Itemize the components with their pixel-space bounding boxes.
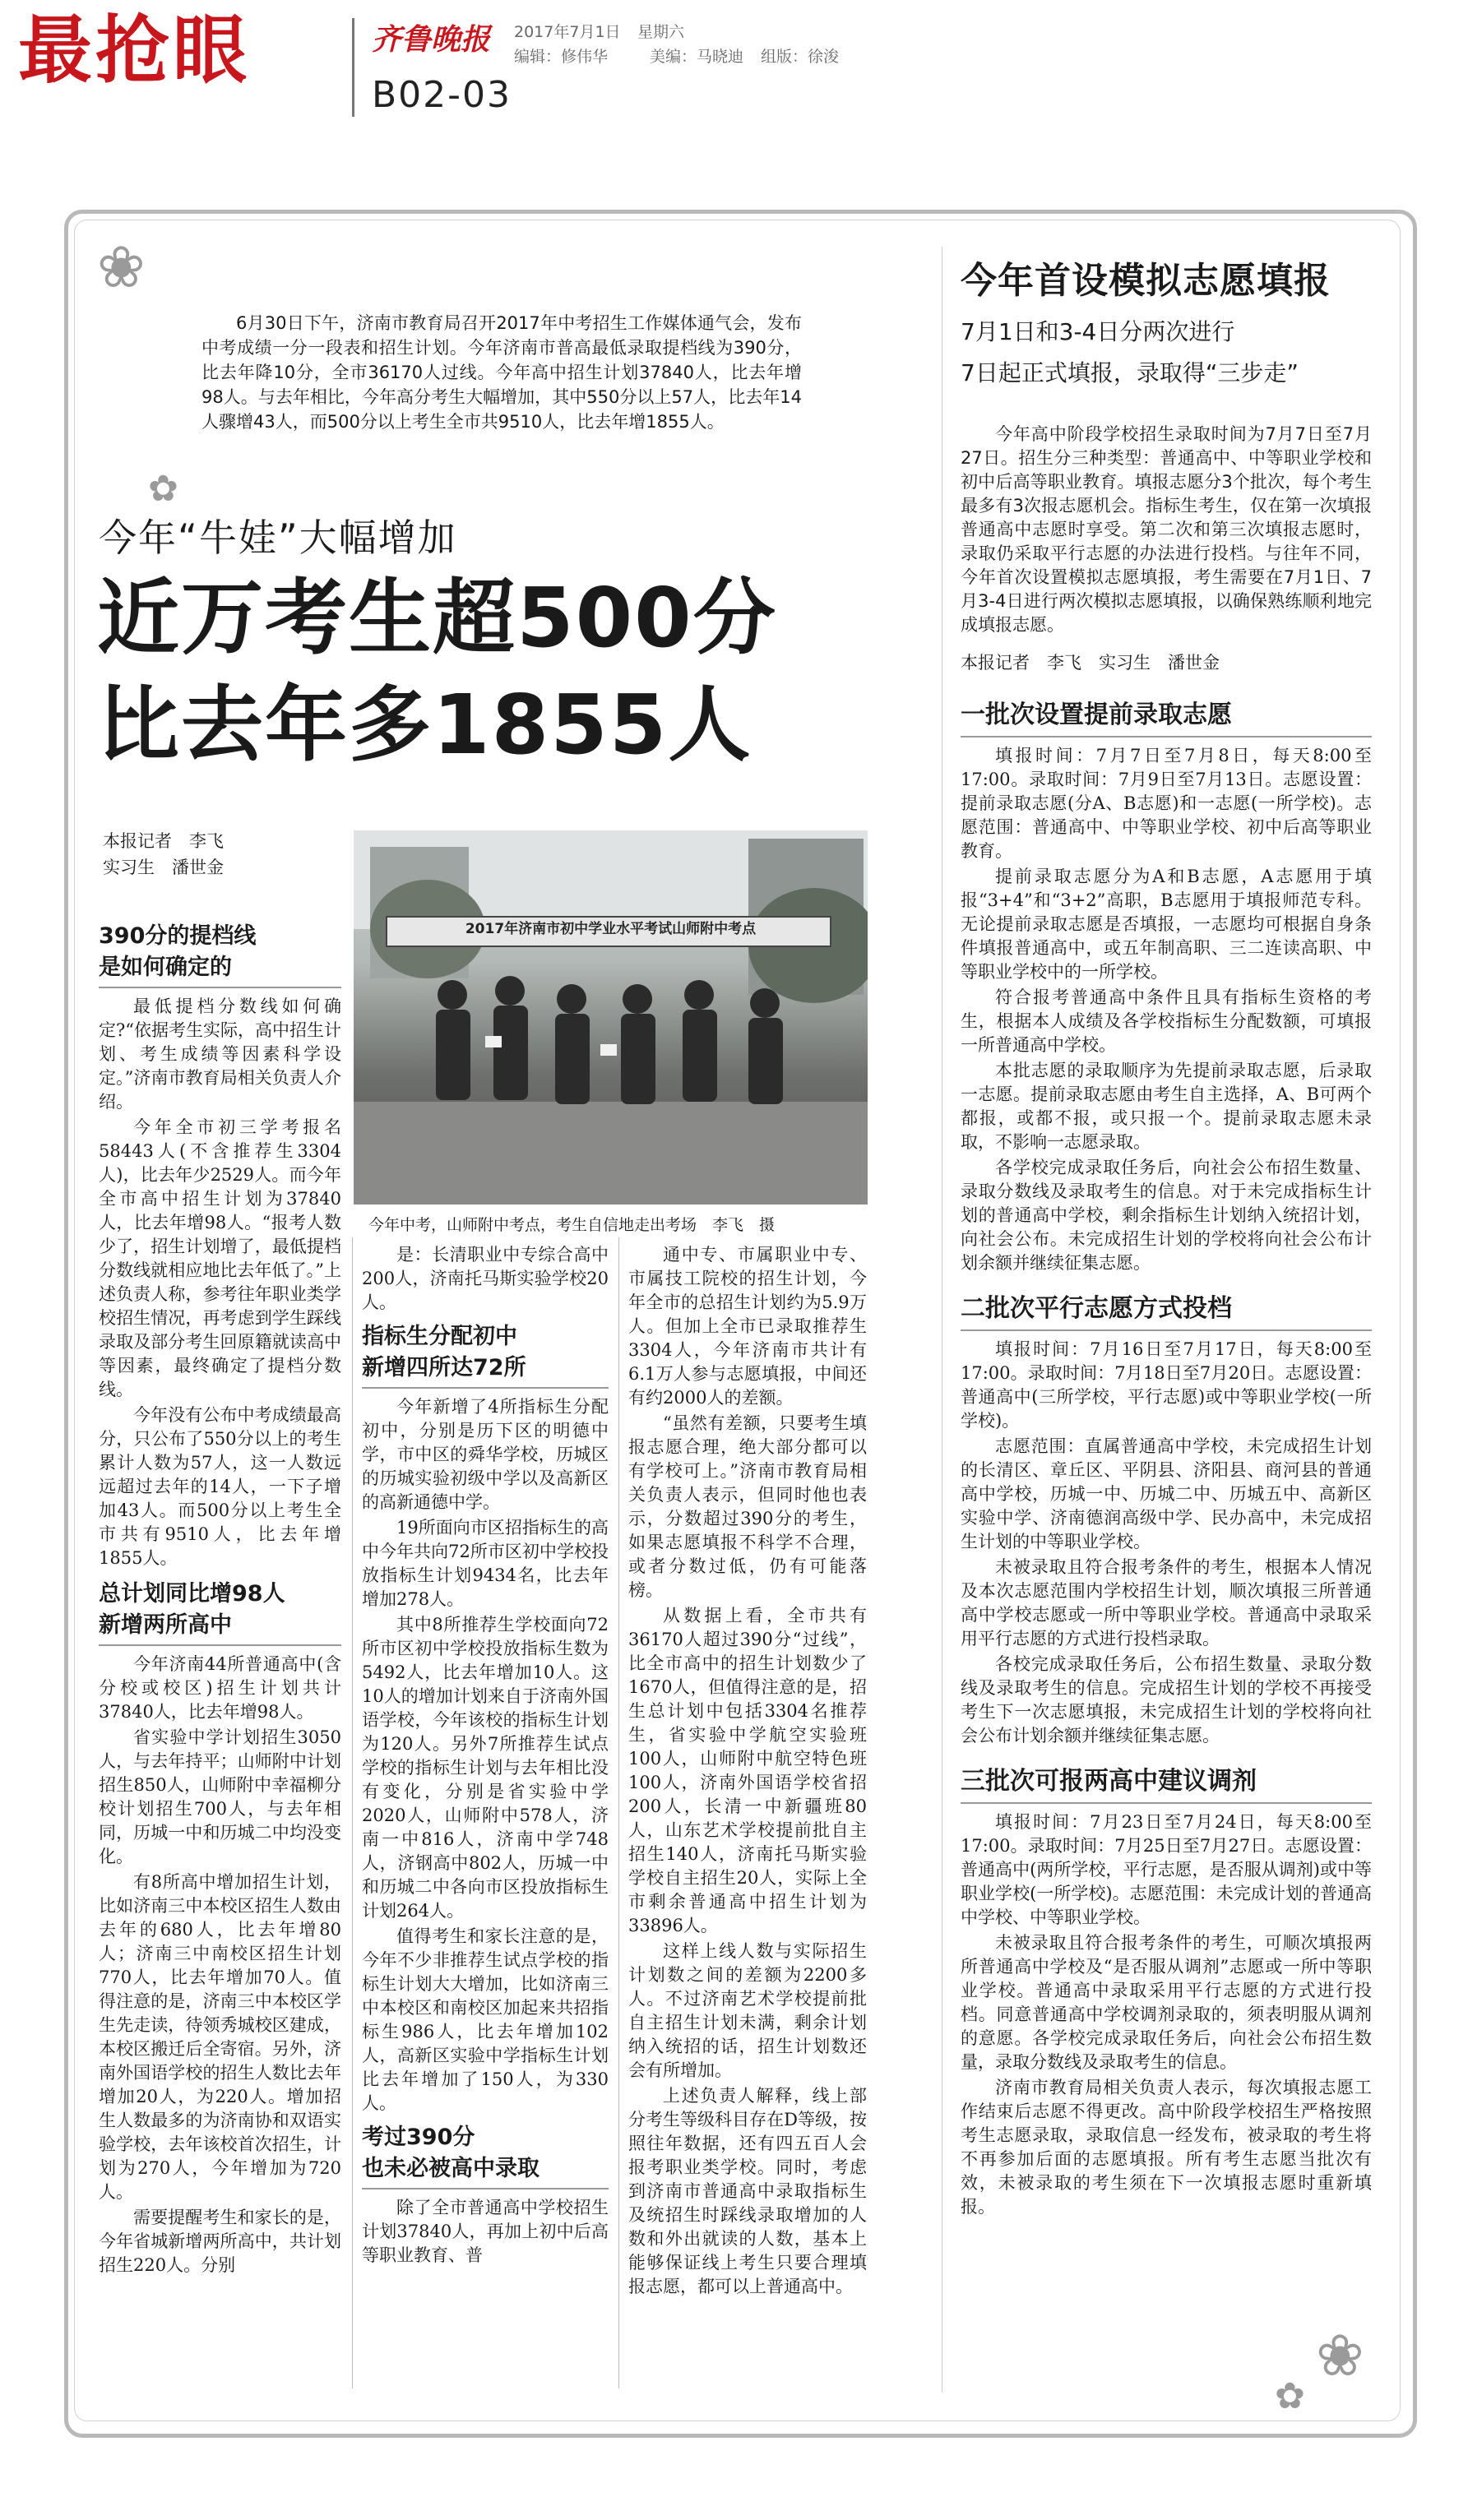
paper-logo: 齐鲁晚报 (372, 22, 491, 57)
kicker: 今年“牛娃”大幅增加 (99, 516, 457, 560)
paragraph: “虽然有差额，只要考生填报志愿合理，绝大部分都可以有学校可上。”济南市教育局相关负责人表示，但同时他也表示，分数超过390分的考生，如果志愿填报不科学不合理，或者分数过低，仍有可能落榜。 (628, 1413, 867, 1600)
editor-credit: 编辑：修伟华 (514, 48, 609, 66)
flower-ornament-icon: ✿ (148, 468, 178, 510)
subhead-rule (99, 1644, 341, 1646)
lead-intro-text: 6月30日下午，济南市教育局召开2017年中考招生工作媒体通气会，发布中考成绩一分一段表和招生计划。今年济南市普高最低录取提档线为390分，比去年降10分，全市36170人过线。今年高中招生计划37840人，比去年增98人。与去年相比，今年高分考生大幅增加，其中550分以上57人，比去年14人骤增43人，而500分以上考生全市共9510人，比去年增1855人。 (201, 313, 802, 432)
headline-line-2: 比去年多1855人 (97, 677, 753, 773)
column-divider (618, 1237, 619, 2388)
lead-intro (201, 311, 802, 436)
flower-ornament-icon: ❀ (97, 234, 146, 301)
flower-ornament-icon: ❀ (1316, 2322, 1364, 2389)
paragraph: 是：长清职业中专综合高中200人，济南托马斯实验学校20人。 (362, 1245, 609, 1312)
paragraph: 有8所高中增加招生计划，比如济南三中本校区招生人数由去年的680人，比去年增80人；济南三中南校区招生计划770人，比去年增加70人。值得注意的是，济南三中本校区学生先走读，待领秀城校区建成，本校区搬迁后全寄宿。另外，济南外国语学校的招生人数比去年增加20人，为220人。增加招生人数最多的为济南协和双语实验学校，去年该校首次招生，计划为270人，今年增加为720人。 (99, 1872, 341, 2202)
paragraph: 填报时间：7月16日至7月17日，每天8:00至17:00。录取时间：7月18日至7月20日。志愿设置：普通高中(三所学校，平行志愿)或中等职业学校(一所学校)。 (961, 1339, 1372, 1431)
paragraph: 今年没有公布中考成绩最高分，只公布了550分以上的考生累计人数为57人，这一人数远远超过去年的14人，一下子增加43人。而500分以上考生全市共有9510人，比去年增1855人。 (99, 1405, 341, 1568)
subhead-390: 考过390分 也未必被高中录取 (362, 2125, 540, 2181)
paragraph: 今年新增了4所指标生分配初中，分别是历下区的明德中学，市中区的舜华学校，历城区的历城实验初级中学以及高新区的高新通德中学。 (362, 1397, 609, 1512)
byline-intern: 实习生 潘世金 (103, 858, 224, 877)
byline-reporter: 本报记者 李飞 (103, 831, 224, 851)
paragraph: 未被录取且符合报考条件的考生，可顺次填报两所普通高中学校及“是否服从调剂”志愿或一所中等职业学校。普通高中录取采用平行志愿的方式进行投档。同意普通高中学校调剂录取的，须表明服从调剂的意愿。各学校完成录取任务后，向社会公布招生数量，录取分数线及录取考生的信息。 (961, 1933, 1372, 2072)
subhead-quota: 指标生分配初中 新增四所达72所 (362, 1324, 526, 1380)
section-heading-batch-1: 一批次设置提前录取志愿 (961, 701, 1232, 729)
paragraph: 这样上线人数与实际招生计划数之间的差额为2200多人。不过济南艺术学校提前批自主招生计划未满，剩余计划纳入统招的话，招生计划数还会有所增加。 (628, 1941, 867, 2080)
paragraph: 值得考生和家长注意的是，今年不少非推荐生试点学校的指标生计划大大增加，比如济南三中本校区和南校区加起来共招指标生986人，比去年增加102人，高新区实验中学指标生计划比去年增加了150人，为330人。 (362, 1926, 609, 2113)
paragraph: 除了全市普通高中学校招生计划37840人，再加上初中后高等职业教育、普 (362, 2198, 609, 2265)
section-rule (961, 1329, 1372, 1331)
lead-column-1 (99, 921, 341, 2279)
side-deck-1: 7月1日和3-4日分两次进行 (961, 318, 1235, 345)
paragraph: 各学校完成录取任务后，向社会公布招生数量、录取分数线及录取考生的信息。对于未完成指标生计划的普通高中学校，剩余指标生计划纳入统招计划，向社会公布。未完成招生计划的学校将向社会公布计划余额并继续征集志愿。 (961, 1158, 1372, 1273)
subhead-rule (362, 1387, 609, 1389)
side-headline: 今年首设模拟志愿填报 (961, 260, 1331, 302)
exam-photo (354, 830, 868, 1205)
section-title: 最抢眼 (18, 7, 250, 94)
issue-date: 2017年7月1日 (514, 23, 621, 41)
paragraph: 提前录取志愿分为A和B志愿，A志愿用于填报“3+4”和“3+2”高职，B志愿用于填报师范专科。无论提前录取志愿是否填报，一志愿均可根据自身条件填报普通高中，或五年制高职、三二连读高职、中等职业学校中的一所学校。 (961, 867, 1372, 982)
paragraph: 填报时间：7月23日至7月24日，每天8:00至17:00。录取时间：7月25日至7月27日。志愿设置：普通高中(两所学校，平行志愿，是否服从调剂)或中等职业学校(一所学校)。志愿范围：未完成计划的普通高中学校、中等职业学校。 (961, 1812, 1372, 1927)
paragraph: 符合报考普通高中条件且具有指标生资格的考生，根据本人成绩及各学校指标生分配数额，可填报一所普通高中学校。 (961, 987, 1372, 1055)
subhead-plan: 总计划同比增98人 新增两所高中 (99, 1581, 285, 1638)
paragraph: 未被录取且符合报考条件的考生，根据本人情况及本次志愿范围内学校招生计划，顺次填报三所普通高中学校志愿或一所中等职业学校。普通高中录取采用平行志愿的方式进行投档录取。 (961, 1557, 1372, 1648)
art-editor-credit: 美编：马晓迪 (650, 48, 744, 66)
paragraph: 省实验中学计划招生3050人，与去年持平；山师附中计划招生850人，山师附中幸福柳分校计划招生700人，与去年相同，历城一中和历城二中均没变化。 (99, 1727, 341, 1866)
lead-column-3 (628, 1243, 867, 2300)
section-rule (961, 736, 1372, 738)
paragraph: 通中专、市属职业中专、市属技工院校的招生计划，今年全市的总招生计划约为5.9万人。但加上全市已录取推荐生3304人，今年济南市共计有6.1万人参与志愿填报，中间还有约2000人的差额。 (628, 1245, 867, 1408)
side-intro: 今年高中阶段学校招生录取时间为7月7日至7月27日。招生分三种类型：普通高中、中等职业学校和初中后高等职业教育。填报志愿分3个批次，每个考生最多有3次报志愿机会。指标生考生，仅在第一次填报普通高中志愿时享受。第二次和第三次填报志愿时，录取仍采取平行志愿的办法进行投档。与往年不同，今年首次设置模拟志愿填报，考生需要在7月1日、7月3-4日进行两次模拟志愿填报，以确保熟练顺利地完成填报志愿。 (961, 424, 1372, 635)
section-heading-batch-2: 二批次平行志愿方式投档 (961, 1294, 1232, 1323)
side-article (961, 257, 1372, 2221)
paragraph: 其中8所推荐生学校面向72所市区初中学校投放指标生数为5492人，比去年增加10人。这10人的增加计划来自于济南外国语学校，今年该校的指标生计划为120人。另外7所推荐生试点学校的指标生计划与去年相比没有变化，分别是省实验中学2020人，山师附中578人，济南一中816人，济南中学748人，济钢高中802人，历城一中和历城二中各向市区投放指标生计划264人。 (362, 1615, 609, 1921)
subhead-cutoff: 390分的提档线 是如何确定的 (99, 923, 257, 980)
paragraph: 今年全市初三学考报名58443人(不含推荐生3304人)，比去年少2529人。而今年全市高中招生计划为37840人，比去年增98人。“报考人数少了，招生计划增了，最低提档分数线就相应地比去年低了。”上述负责人称，参考往年职业类学校招生情况，再考虑到学生踩线录取及部分考生回原籍就读高中等因素，最终确定了提档分数线。 (99, 1117, 341, 1399)
layout-credit: 组版：徐浚 (761, 48, 840, 66)
paragraph: 填报时间：7月7日至7月8日，每天8:00至17:00。录取时间：7月9日至7月13日。志愿设置：提前录取志愿(分A、B志愿)和一志愿(一所学校)。志愿范围：普通高中、中等职业学校、初中后高等职业教育。 (961, 746, 1372, 861)
side-deck-2: 7日起正式填报，录取得“三步走” (961, 359, 1299, 386)
subhead-rule (99, 987, 341, 988)
paragraph: 上述负责人解释，线上部分考生等级科目存在D等级，按照往年数据，还有四五百人会报考职业类学校。同时，考虑到济南市普通高中录取指标生及统招生时踩线录取增加的人数和外出就读的人数，基本上能够保证线上考生只要合理填报志愿，都可以上普通高中。 (628, 2086, 867, 2296)
section-rule (961, 1802, 1372, 1804)
paragraph: 最低提档分数线如何确定?“依据考生实际，高中招生计划、考生成绩等因素科学设定。”济南市教育局相关负责人介绍。 (99, 996, 341, 1112)
side-byline: 本报记者 李飞 实习生 潘世金 (961, 653, 1220, 673)
paragraph: 19所面向市区招指标生的高中今年共向72所市区初中学校投放指标生计划9434名，比去年增加278人。 (362, 1518, 609, 1609)
paragraph: 从数据上看，全市共有36170人超过390分“过线”，比全市高中的招生计划数少了1670人，但值得注意的是，招生总计划中包括3304名推荐生，省实验中学航空实验班100人，山师附中航空特色班100人，济南外国语学校省招200人，长清一中新疆班80人，山东艺术学校提前批自主招生140人，济南托马斯实验学校自主招生20人，实际上全市剩余普通高中招生计划为33896人。 (628, 1606, 867, 1935)
photo-banner-text: 2017年济南市初中学业水平考试山师附中考点 (465, 921, 757, 937)
headline-line-1: 近万考生超500分 (97, 570, 777, 666)
paragraph: 济南市教育局相关负责人表示，每次填报志愿工作结束后志愿不得更改。高中阶段学校招生严格按照考生志愿录取，录取信息一经发布，被录取的考生将不再参加后面的志愿填报。所有考生志愿当批次有效，未被录取的考生须在下一次填报志愿时重新填报。 (961, 2078, 1372, 2217)
paragraph: 需要提醒考生和家长的是，今年省城新增两所高中，共计划招生220人。分别 (99, 2208, 341, 2275)
section-heading-batch-3: 三批次可报两高中建议调剂 (961, 1767, 1257, 1796)
lead-column-2 (362, 1243, 609, 2269)
page-code: B02-03 (372, 74, 512, 116)
flower-ornament-icon: ✿ (1275, 2375, 1305, 2417)
paragraph: 各校完成录取任务后，公布招生数量、录取分数线及录取考生的信息。完成招生计划的学校不再接受考生下一次志愿填报，未完成招生计划的学校将向社会公布计划余额并继续征集志愿。 (961, 1654, 1372, 1746)
paragraph: 志愿范围：直属普通高中学校，未完成招生计划的长清区、章丘区、平阴县、济阳县、商河县的普通高中学校，历城一中、历城二中、历城五中、高新区实验中学、济南德润高级中学、民办高中，未完成招生计划的中等职业学校。 (961, 1436, 1372, 1551)
exam-photo-illustration (354, 830, 868, 1205)
paragraph: 今年济南44所普通高中(含分校或校区)招生计划共计37840人，比去年增98人。 (99, 1654, 341, 1722)
issue-weekday: 星期六 (637, 23, 685, 41)
photo-caption: 今年中考，山师附中考点，考生自信地走出考场 李飞 摄 (368, 1216, 776, 1234)
header-divider (352, 18, 354, 117)
subhead-rule (362, 2188, 609, 2189)
paragraph: 本批志愿的录取顺序为先提前录取志愿，后录取一志愿。提前录取志愿由考生自主选择，A、B可两个都报，或都不报，或只报一个。提前录取志愿未录取，不影响一志愿录取。 (961, 1061, 1372, 1152)
column-divider (352, 1237, 353, 2388)
